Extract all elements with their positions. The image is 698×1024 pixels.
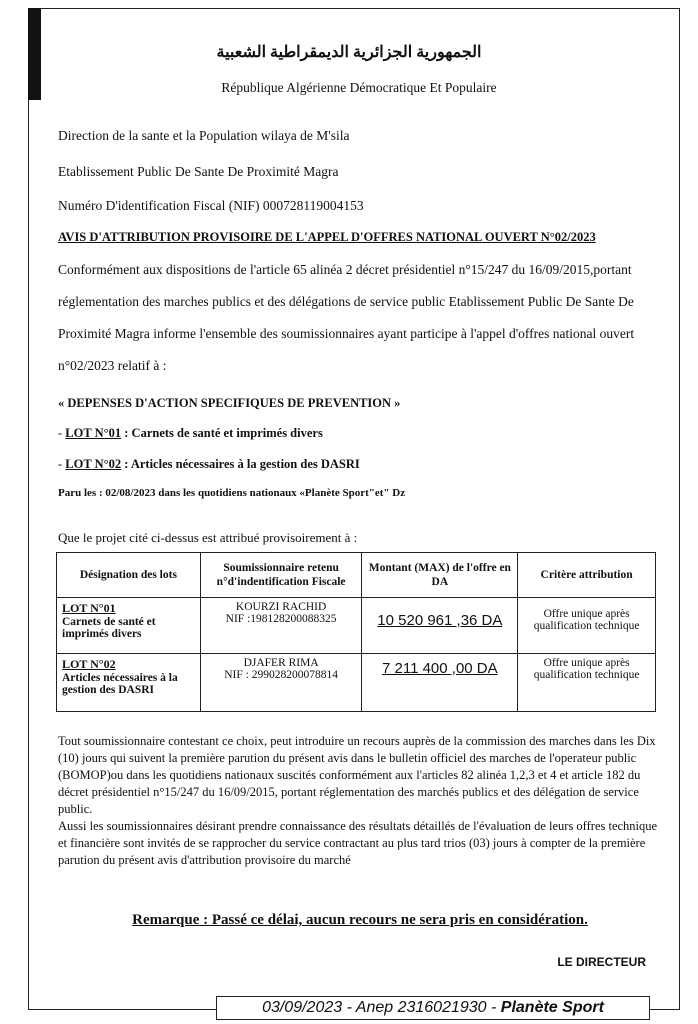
intro-paragraph: Conformément aux dispositions de l'article 65 alinéa 2 décret présidentiel n°15/247 du 16/09/2015,portant réglementation des marches publics et des délégations de service public Etablissement Public De Sante De Proximité Magra informe l'ensemble des soumissionnaires ayant participe à l'appel d'offres national ouvert n°02/2023 relatif à : <box>58 262 635 373</box>
header-bidder: Soumissionnaire retenu n°d'indentification Fiscale <box>200 553 362 598</box>
publication-line: Paru les : 02/08/2023 dans les quotidiens nationaux «Planète Sport"et" Dz <box>58 487 406 499</box>
bidder-name: DJAFER RIMA <box>243 657 319 669</box>
table-header-row <box>57 553 656 598</box>
notice-title: AVIS D'ATTRIBUTION PROVISOIRE DE L'APPEL D'OFFRES NATIONAL OUVERT N°02/2023 <box>58 230 596 244</box>
bidder-name: KOURZI RACHID <box>235 601 327 613</box>
attribution-table <box>56 552 656 712</box>
bidder-cell <box>200 654 362 712</box>
criteria-cell: Offre unique après qualification technique <box>518 598 656 654</box>
bidder-cell <box>200 598 362 654</box>
bidder-nif: NIF : 299028200078814 <box>224 669 338 681</box>
nif-line: Numéro D'identification Fiscal (NIF) 000728119004153 <box>58 198 364 213</box>
attribution-intro: Que le projet cité ci-dessus est attribué provisoirement à : <box>58 530 358 545</box>
criteria-cell: Offre unique après qualification technique <box>518 654 656 712</box>
lot1-label: LOT N°01 <box>65 426 122 440</box>
direction-line: Direction de la sante et la Population wilaya de M'sila <box>58 128 350 143</box>
appeal-paragraph: Tout soumissionnaire contestant ce choix, peut introduire un recours auprès de la commission des marches dans les Dix (10) jours qui suivent la première parution du présent avis dans le bulletin officiel des marches de l'operateur public (BOMOP)ou dans les quotidiens nationaux suscités conformément aux l'articles 82 alinéa 1,2,3 et 4 et article 182 du décret présidentiel n°15/247 du 16/09/2015, portant réglementation des marchés publics et des délégation de service public. <box>58 734 656 816</box>
footer-ref: - Anep 2316021930 - <box>342 999 501 1016</box>
lot2-label: LOT N°02 <box>65 457 122 471</box>
footer-date: 03/09/2023 <box>262 999 343 1016</box>
amount-cell: 10 520 961 ,36 DA <box>362 598 518 654</box>
arabic-republic-title: الجمهورية الجزائرية الديمقراطية الشعبية <box>216 44 482 61</box>
lot-label: LOT N°02 <box>62 657 116 671</box>
closing-text <box>58 733 658 869</box>
lot-description: Carnets de santé et imprimés divers <box>62 616 156 640</box>
results-paragraph: Aussi les soumissionnaires désirant prendre connaissance des résultats détaillés de l'évaluation de leurs offres technique et financière sont invités de se rapprocher du service contractant au plus tard trios (03) jours à compter de la première parution du présent avis d'attribution provisoire du marché <box>58 819 658 867</box>
remark-line <box>0 912 698 929</box>
french-republic-title: République Algérienne Démocratique Et Populaire <box>221 80 497 95</box>
lot2-text: : Articles nécessaires à la gestion des DASRI <box>121 457 360 471</box>
table-row <box>57 654 656 712</box>
lot-cell <box>57 598 201 654</box>
establishment-line: Etablissement Public De Sante De Proximité Magra <box>58 164 339 179</box>
header-amount: Montant (MAX) de l'offre en DA <box>362 553 518 598</box>
lot1-line: - LOT N°01 : Carnets de santé et imprimés divers <box>58 426 323 440</box>
lot-cell <box>57 654 201 712</box>
subject-line: « DEPENSES D'ACTION SPECIFIQUES DE PREVENTION » <box>58 396 401 410</box>
header-lot: Désignation des lots <box>57 553 201 598</box>
lot-label: LOT N°01 <box>62 601 116 615</box>
header-criteria: Critère attribution <box>518 553 656 598</box>
bidder-nif: NIF :198128200088325 <box>225 613 337 625</box>
remark-text: Remarque : Passé ce délai, aucun recours ne sera pris en considération. <box>132 912 588 928</box>
footer-paper: Planète Sport <box>500 999 604 1016</box>
lot2-line: - LOT N°02 : Articles nécessaires à la gestion des DASRI <box>58 457 360 471</box>
table-row <box>57 598 656 654</box>
publication-footer <box>216 996 650 1020</box>
signature: LE DIRECTEUR <box>557 955 646 969</box>
lot1-text: : Carnets de santé et imprimés divers <box>121 426 323 440</box>
lot-description: Articles nécessaires à la gestion des DASRI <box>62 672 178 696</box>
amount-cell: 7 211 400 ,00 DA <box>362 654 518 712</box>
